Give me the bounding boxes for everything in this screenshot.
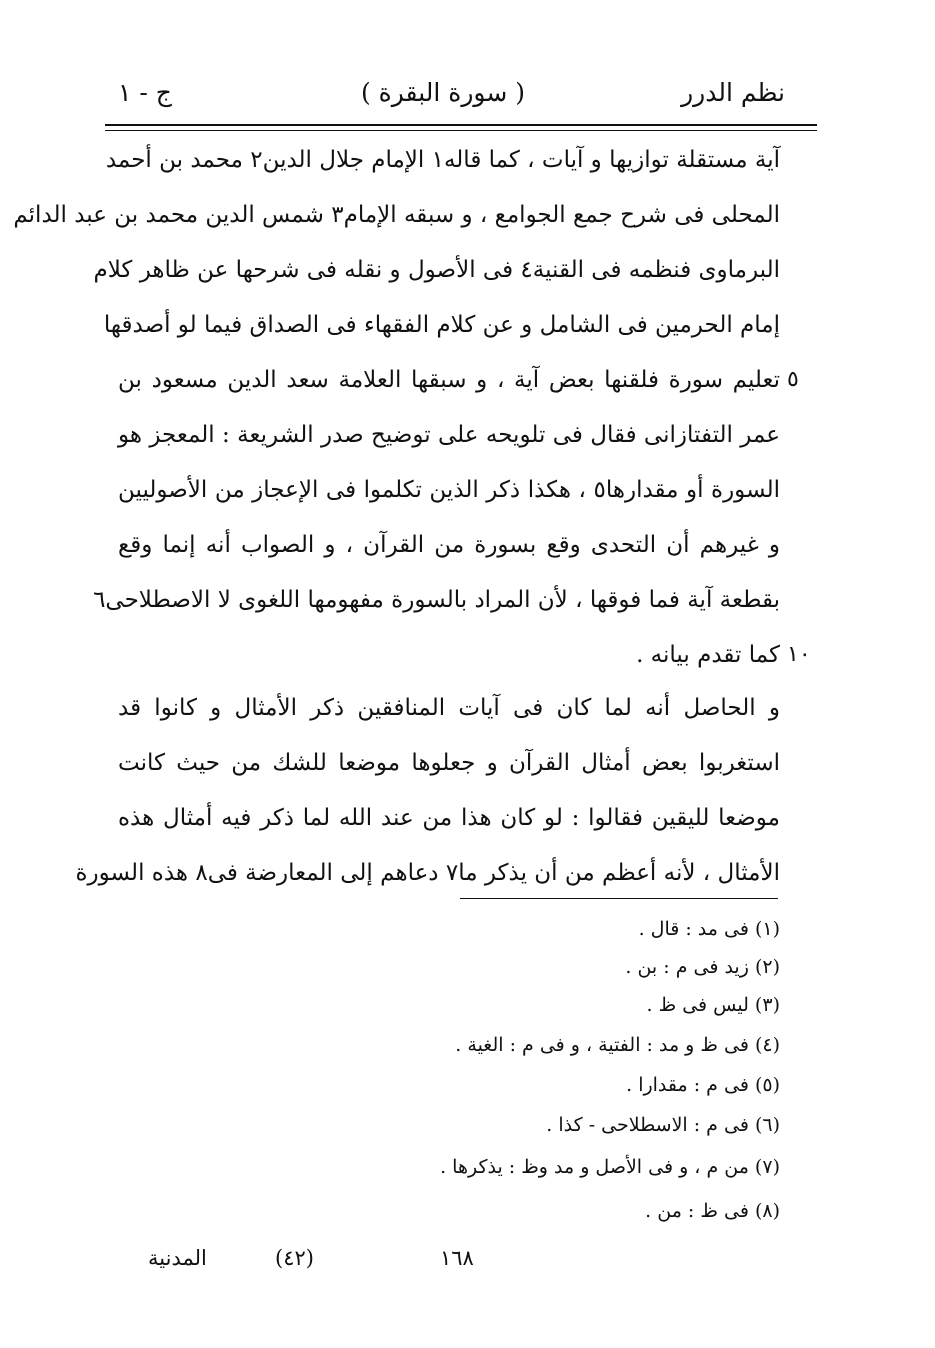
footnote: (٥) فى م : مقدارا . xyxy=(626,1074,780,1096)
body-line: السورة أو مقدارها٥ ، هكذا ذكر الذين تكلموا فى الإعجاز من الأصوليين xyxy=(118,477,780,503)
footnote: (٨) فى ظ : من . xyxy=(645,1200,780,1222)
header-rule-thin xyxy=(105,130,817,131)
header-rule-thick xyxy=(105,124,817,126)
body-line: و الحاصل أنه لما كان فى آيات المنافقين ذكر الأمثال و كانوا قد xyxy=(118,695,780,721)
revelation-label: المدنية xyxy=(148,1246,207,1270)
body-line: تعليم سورة فلقنها بعض آية ، و سبقها العلامة سعد الدين مسعود بن xyxy=(118,367,780,393)
footnote: (٧) من م ، و فى الأصل و مد وظ : يذكرها . xyxy=(440,1156,780,1178)
body-line: عمر التفتازانى فقال فى تلويحه على توضيح صدر الشريعة : المعجز هو xyxy=(118,422,780,448)
body-line: موضعا لليقين فقالوا : لو كان هذا من عند الله لما ذكر فيه أمثال هذه xyxy=(118,805,780,831)
footnote: (٣) ليس فى ظ . xyxy=(646,994,780,1016)
footnote: (٦) فى م : الاسطلاحى - كذا . xyxy=(546,1114,780,1136)
footnote: (٢) زيد فى م : بن . xyxy=(625,956,780,978)
line-number: ١٠ xyxy=(787,642,811,667)
body-line: البرماوى فنظمه فى القنية٤ فى الأصول و نقله فى شرحها عن ظاهر كلام xyxy=(93,257,780,283)
book-title: نظم الدرر xyxy=(681,78,785,107)
volume-label: ج - ١ xyxy=(118,78,172,107)
body-line: الأمثال ، لأنه أعظم من أن يذكر ما٧ دعاهم إلى المعارضة فى٨ هذه السورة xyxy=(75,860,780,886)
body-line: كما تقدم بيانه . xyxy=(636,642,780,668)
footnote: (١) فى مد : قال . xyxy=(638,918,780,940)
body-line: المحلى فى شرح جمع الجوامع ، و سبقه الإمام٣ شمس الدين محمد بن عبد الدائم xyxy=(13,202,780,228)
body-line: إمام الحرمين فى الشامل و عن كلام الفقهاء فى الصداق فيما لو أصدقها xyxy=(103,312,780,338)
surah-number: (٤٢) xyxy=(275,1246,314,1270)
footnote-separator xyxy=(460,898,778,899)
surah-title: ( سورة البقرة ) xyxy=(360,78,525,107)
footnote: (٤) فى ظ و مد : الفتية ، و فى م : الغية . xyxy=(455,1034,780,1056)
body-line: آية مستقلة توازيها و آيات ، كما قاله١ الإمام جلال الدين٢ محمد بن أحمد xyxy=(105,147,780,173)
line-number: ٥ xyxy=(787,367,799,392)
body-line: بقطعة آية فما فوقها ، لأن المراد بالسورة مفهومها اللغوى لا الاصطلاحى٦ xyxy=(93,587,780,613)
page-number: ١٦٨ xyxy=(440,1246,474,1270)
body-line: استغربوا بعض أمثال القرآن و جعلوها موضعا للشك من حيث كانت xyxy=(118,750,780,776)
body-line: و غيرهم أن التحدى وقع بسورة من القرآن ، و الصواب أنه إنما وقع xyxy=(118,532,780,558)
